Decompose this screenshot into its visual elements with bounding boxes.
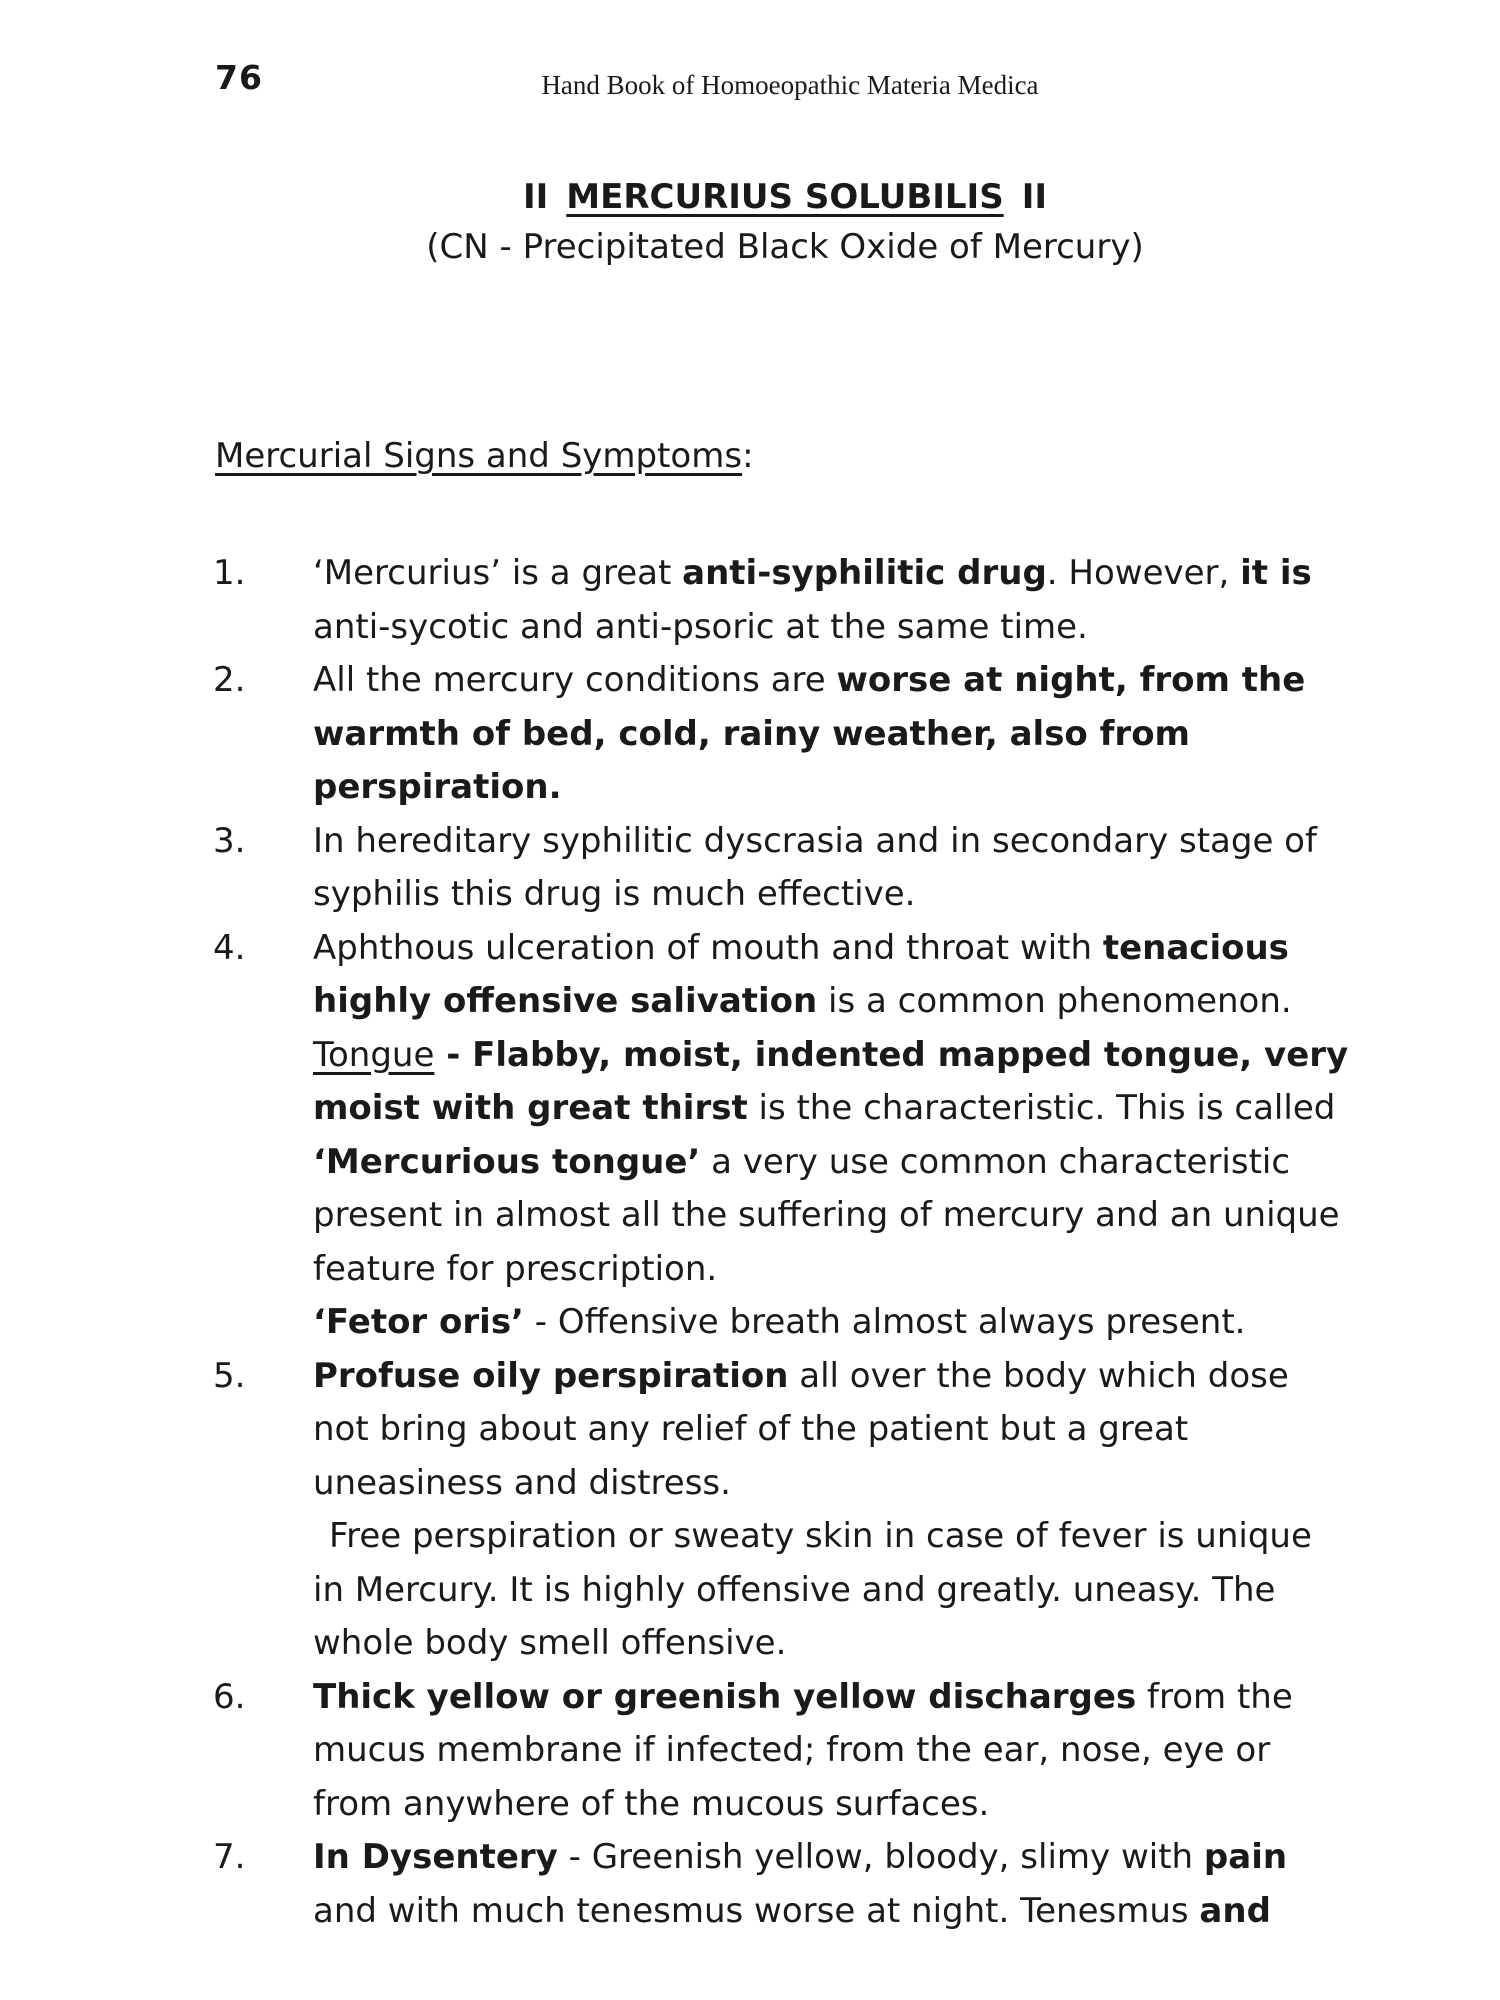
section-heading-colon: : (742, 436, 754, 476)
item-number: 5. (213, 1355, 246, 1396)
item-number: 6. (213, 1676, 246, 1717)
title-block (0, 172, 1500, 272)
item-text: ‘Mercurius’ is a great anti-syphilitic drug. However, it is anti-sycotic and anti-psoric at the same time. (313, 553, 1312, 647)
list-item (213, 815, 1353, 922)
item-text: In hereditary syphilitic dyscrasia and in secondary stage of syphilis this drug is much effective. (313, 820, 1317, 914)
remedy-name: MERCURIUS SOLUBILIS (566, 177, 1004, 217)
list-item (213, 1671, 1353, 1832)
page-number: 76 (215, 58, 263, 97)
fetor-oris-paragraph: ‘Fetor oris’ - Offensive breath almost always present. (313, 1302, 1246, 1342)
list-item (213, 1350, 1353, 1671)
item-text: Thick yellow or greenish yellow discharges from the mucus membrane if infected; from the ear, nose, eye or from anywhere of the mucous surfaces. (313, 1676, 1293, 1824)
section-heading (215, 436, 754, 476)
remedy-subtitle: (CN - Precipitated Black Oxide of Mercury) (426, 227, 1144, 267)
list-item (213, 547, 1353, 654)
running-head: Hand Book of Homoeopathic Materia Medica (541, 70, 1039, 100)
item-number: 4. (213, 927, 246, 968)
item-text: All the mercury conditions are worse at night, from the warmth of bed, cold, rainy weather, also from perspiration. (313, 660, 1306, 807)
item-text: Aphthous ulceration of mouth and throat with tenacious highly offensive salivation is a common phenomenon. (313, 927, 1292, 1021)
item-number: 3. (213, 820, 246, 861)
symptom-list (213, 547, 1353, 1938)
item-number: 1. (213, 553, 246, 593)
item-text: Profuse oily perspiration all over the body which dose not bring about any relief of the patient but a great uneasiness and distress. (313, 1355, 1289, 1503)
list-item (213, 1831, 1353, 1938)
title-mark-left: II (522, 177, 549, 217)
item-number: 2. (213, 660, 246, 700)
title-mark-right: II (1021, 177, 1047, 217)
list-item (213, 922, 1353, 1350)
list-item (213, 654, 1353, 815)
tongue-paragraph: Tongue - Flabby, moist, indented mapped tongue, very moist with great thirst is the characteristic. This is called ‘Mercurious tongue’ a very use common characteristic present in almost all the suffering of mercury and an unique feature for prescription. (313, 1034, 1349, 1289)
item-text: In Dysentery - Greenish yellow, bloody, slimy with pain and with much tenesmus worse at night. Tenesmus and (313, 1837, 1288, 1931)
section-heading-label: Mercurial Signs and Symptoms (215, 436, 743, 476)
item-text-continued: Free perspiration or sweaty skin in case of fever is unique in Mercury. It is highly offensive and greatly. uneasy. The whole body smell offensive. (313, 1516, 1312, 1663)
item-number: 7. (213, 1837, 246, 1877)
remedy-title (70, 172, 1500, 222)
